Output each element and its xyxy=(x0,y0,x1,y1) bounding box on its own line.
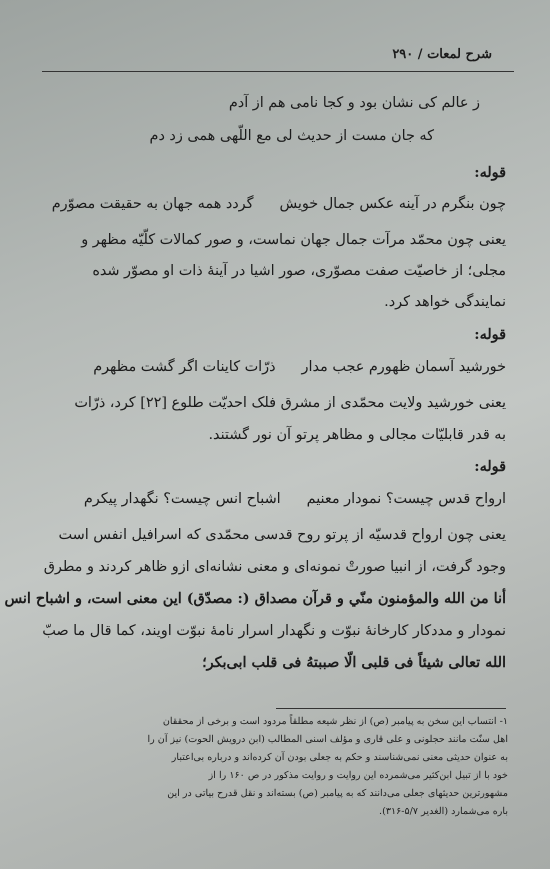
footnote-line-2: اهل سنّت مانند حجلونی و علی قاری و مؤلف اسنی المطالب (ابن درویش الحوت) نیز آن را xyxy=(147,734,508,745)
footnote-line-5: مشهورترین حدیثهای جعلی می‌دانند که به پیامبر (ص) بسته‌اند و نقل قدرح بیاتی در این xyxy=(167,788,508,799)
hemistich-3a: ارواح قدس چیست؟ نمودار معنیم xyxy=(306,491,506,507)
hemistich-2a: خورشید آسمان ظهورم عجب مدار xyxy=(301,359,506,375)
verse-line-1: ز عالم کی نشان بود و کجا نامی هم از آدم xyxy=(228,95,480,111)
verse-line-2: که جان مست از حدیث لی مع اللّهی همی زد دم xyxy=(149,128,434,144)
footnote-line-1: ۱- انتساب این سخن به پیامبر (ص) از نظر شیعه مطلقاً مردود است و برخی از محققان xyxy=(162,716,508,727)
footnote-line-3: به عنوان حدیثی معنی نمی‌شناسند و حکم به جعلی بودن آن کرده‌اند و درباره بی‌اعتبار xyxy=(171,752,508,763)
body-line-7: وجود گرفت، از انبیا صورتْ نمونه‌ای و معنی نشانه‌ای ازو ظاهر کردند و مطرق xyxy=(43,559,506,575)
body-line-3: نمایندگی خواهد کرد. xyxy=(384,294,506,310)
body-line-10: الله تعالی شیئاً فی قلبی الّا صببتهُ فی قلب ابی‌بکر؛ xyxy=(202,654,506,671)
couplet-1 xyxy=(42,194,506,214)
running-header: شرح لمعات / ۲۹۰ xyxy=(392,47,492,62)
body-line-4: یعنی خورشید ولایت محمّدی از مشرق فلک احدیّت طلوع [۲۲] کرد، ذرّات xyxy=(74,395,506,411)
hemistich-3b: اشباح انس چیست؟ نگهدار پیکرم xyxy=(83,491,281,507)
hemistich-1b: گردد همه جهان به حقیقت مصوّرم xyxy=(51,196,254,212)
footnote-line-4: خود با از تبیل ابن‌کثیر می‌شمرده این روایت و روایت مذکور در ص ۱۶۰ را از xyxy=(208,770,508,781)
header-rule xyxy=(42,71,514,72)
section-label-1: قوله: xyxy=(474,164,506,181)
body-line-2: مجلی؛ از خاصیّت صفت مصوّری، صور اشیا در آینهٔ ذات او مصوّر شده xyxy=(92,263,506,279)
hemistich-1a: چون بنگرم در آینه عکس جمال خویش xyxy=(279,196,506,212)
body-line-9: نمودار و مددکار کارخانهٔ نبوّت و نگهدار اسرار نامهٔ نبوّت اویند، کما قال ما صبّ xyxy=(42,623,506,639)
hemistich-2b: ذرّات کاینات اگر گشت مظهرم xyxy=(93,359,276,375)
body-line-1: یعنی چون محمّد مرآت جمال جهان نماست، و صور کمالات کلّیّه مظهر و xyxy=(81,232,506,248)
footnote-rule xyxy=(276,708,506,709)
body-line-8: أنا من الله والمؤمنون منّي و قرآن مصداق (: مصدّق) این معنی است، و اشباح انس xyxy=(4,590,506,607)
section-label-3: قوله: xyxy=(474,458,506,475)
footnote-line-6: باره می‌شمارد (الغدیر ۵/۷-۳۱۶). xyxy=(379,806,508,817)
body-line-5: به قدر قابلیّات مجالی و مظاهر پرتو آن نور گشتند. xyxy=(208,427,506,443)
couplet-2 xyxy=(42,357,506,377)
couplet-3 xyxy=(42,489,506,509)
section-label-2: قوله: xyxy=(474,326,506,343)
body-line-6: یعنی چون ارواح قدسیّه از پرتو روح قدسی محمّدی که اسرافیل انفس است xyxy=(58,527,506,543)
